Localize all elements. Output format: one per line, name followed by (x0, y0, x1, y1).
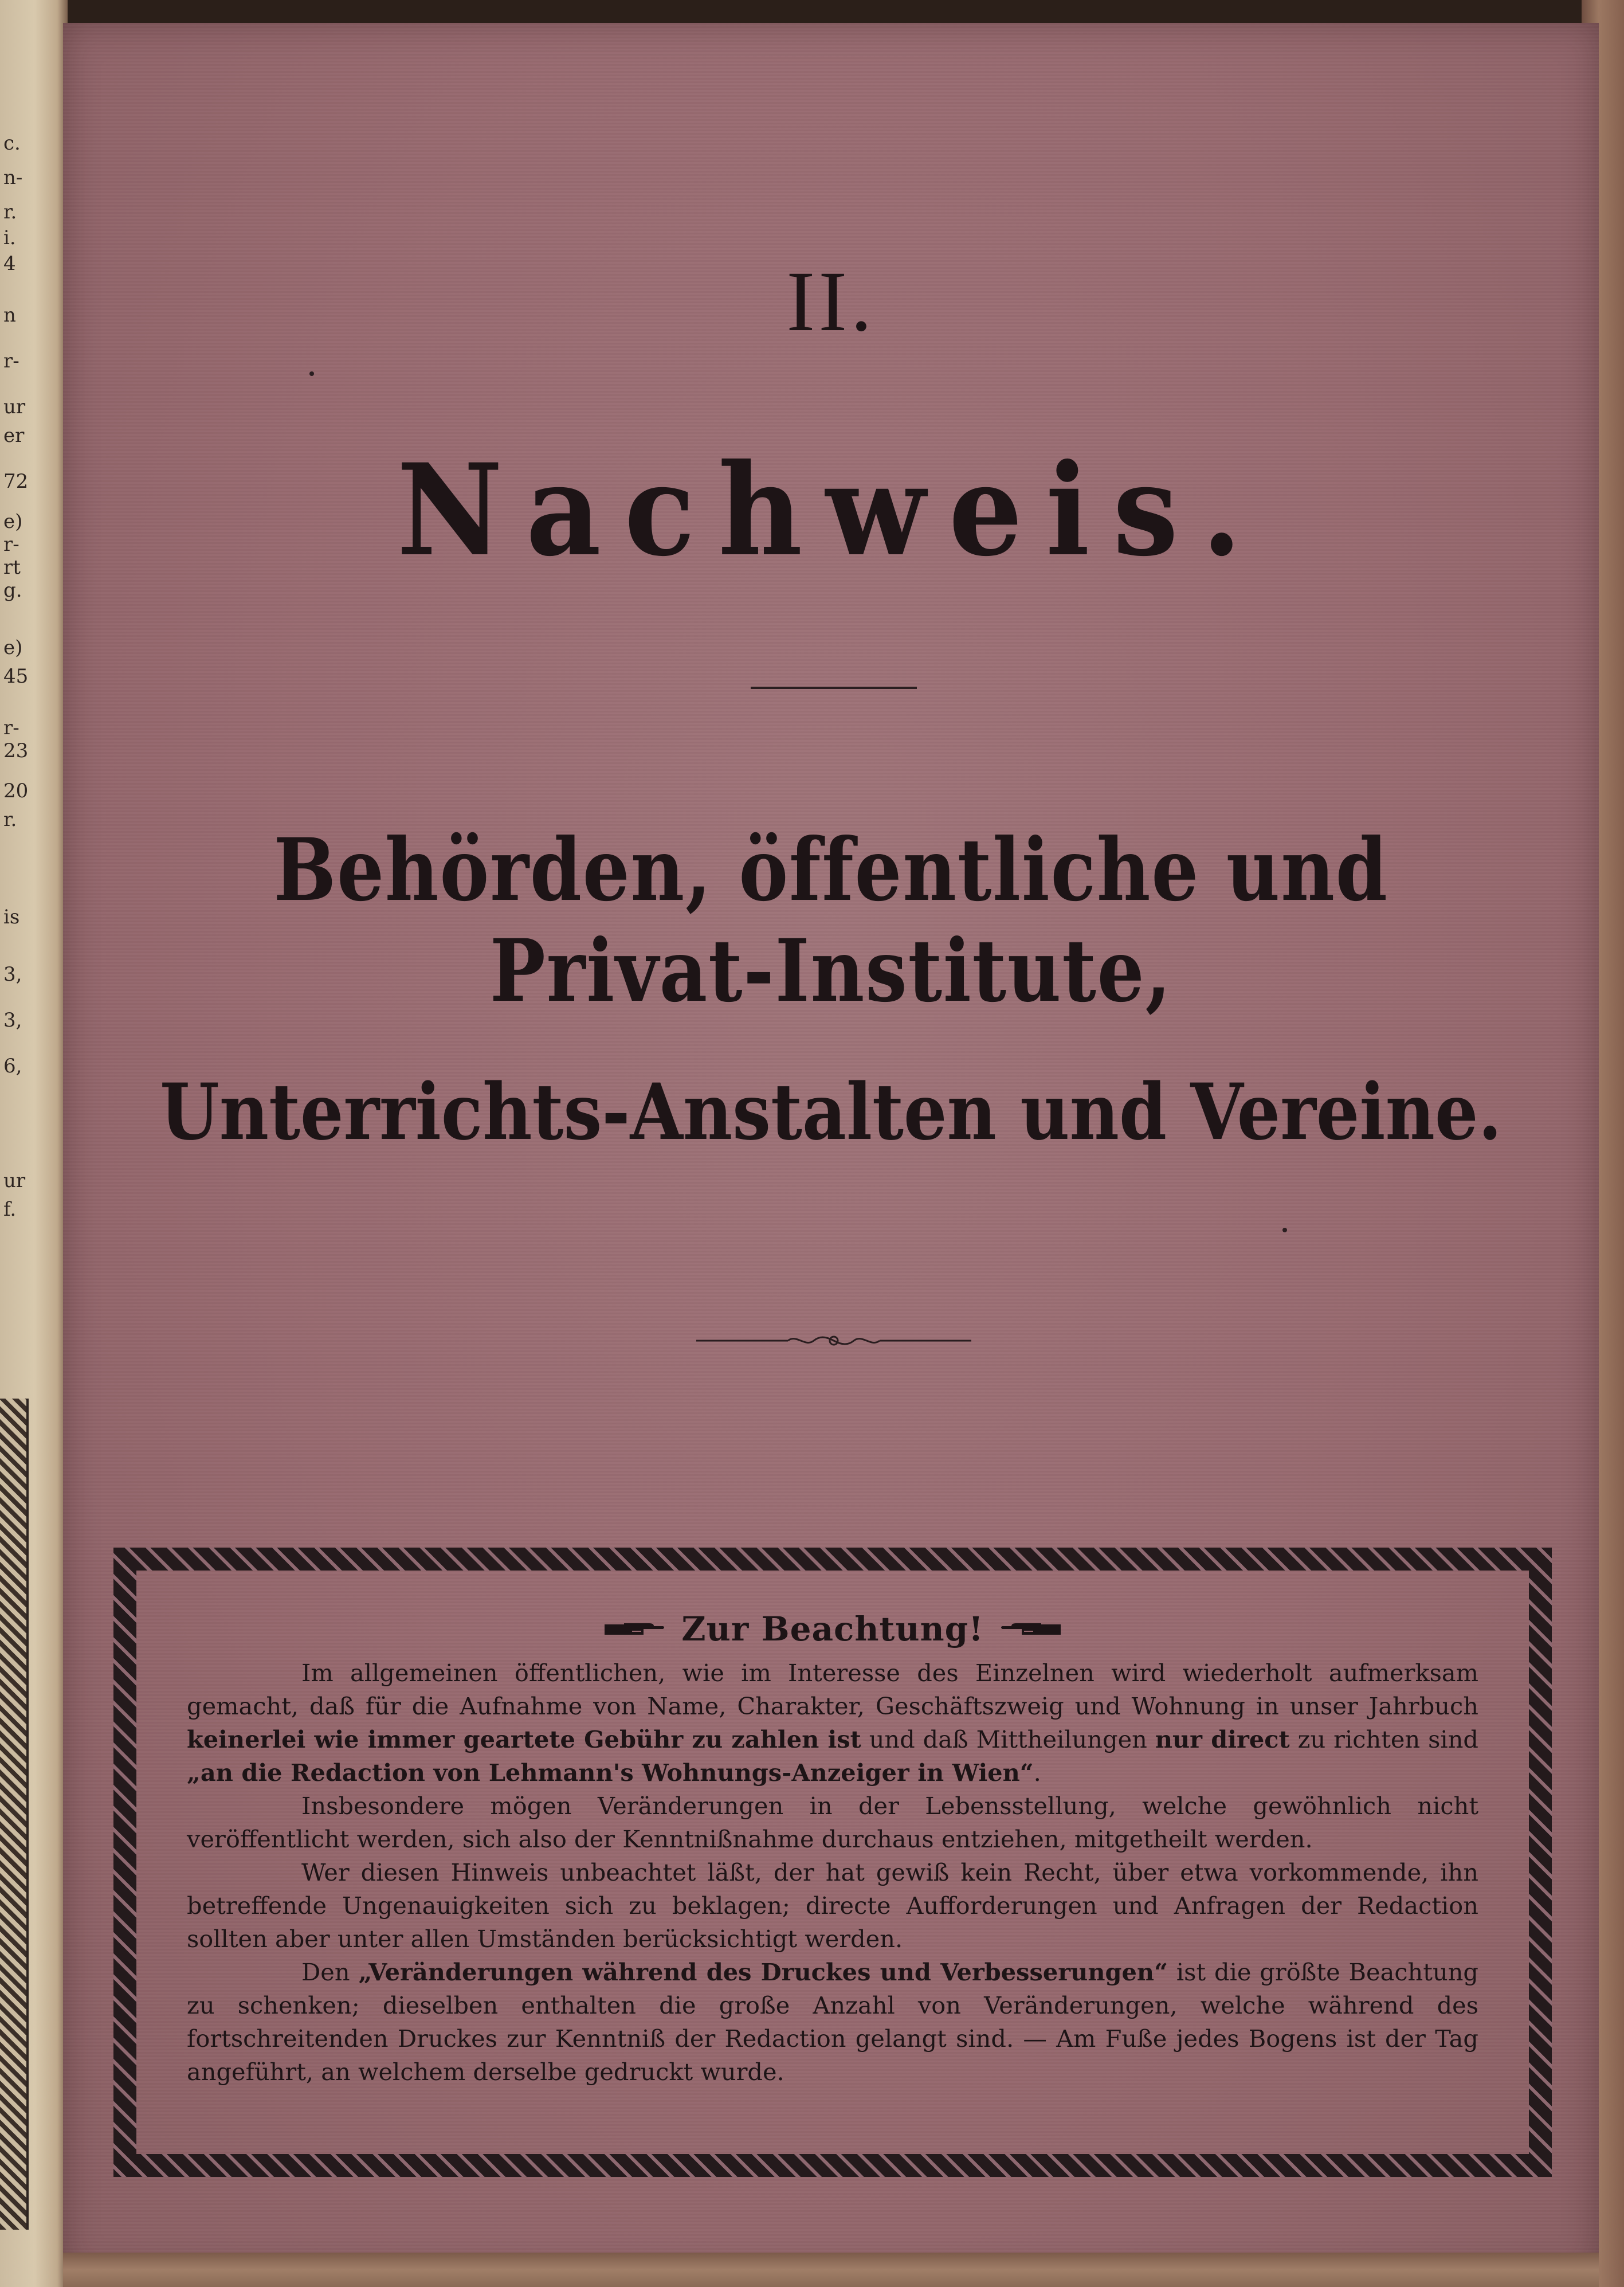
ink-speck (1282, 1228, 1287, 1232)
margin-fragment: 72 (3, 470, 29, 493)
notice-text-run: „Veränderungen während des Druckes und Verbesserungen“ (358, 1958, 1168, 1986)
notice-content (159, 1593, 1506, 2131)
notice-box (113, 1548, 1552, 2177)
notice-title: Zur Beachtung! (681, 1609, 984, 1648)
margin-fragment: e) (3, 636, 23, 659)
margin-fragment: f. (3, 1198, 17, 1221)
title-page (63, 23, 1599, 2276)
margin-fragment: 20 (3, 780, 29, 802)
margin-fragment: 4 (3, 252, 16, 275)
notice-text-run: keinerlei wie immer geartete Gebühr zu zahlen ist (187, 1725, 861, 1753)
notice-paragraph-2: Insbesondere mögen Veränderungen in der Lebensstellung, welche gewöhnlich nicht veröffentlicht werden, sich also der Kenntnißnahme durchaus entziehen, mitgetheilt werden. (187, 1792, 1478, 1853)
notice-paragraph-3: Wer diesen Hinweis unbeachtet läßt, der hat gewiß kein Recht, über etwa vorkommende, ihn betreffende Ungenauigkeiten sich zu beklagen; directe Aufforderungen und Anfragen der Redaction sollten aber unter allen Umständen berücksichtigt werden. (187, 1858, 1478, 1953)
notice-text-run: und daß Mittheilungen (861, 1725, 1155, 1753)
notice-title-row (187, 1609, 1478, 1648)
margin-fragment: er (3, 424, 25, 447)
margin-fragment: n (3, 304, 16, 327)
notice-paragraph-1 (187, 1656, 1478, 1789)
notice-paragraph-4 (187, 1956, 1478, 2089)
ink-speck (309, 371, 314, 376)
margin-fragment: i. (3, 226, 16, 249)
divider-rule (751, 687, 917, 689)
margin-fragment: 3, (3, 1009, 22, 1032)
bottom-page-edge (63, 2253, 1599, 2287)
notice-text-run: Im allgemeinen öffentlichen, wie im Interesse des Einzelnen wird wiederholt aufmerksam gemacht, daß für die Aufnahme von Name, Charakter, Geschäftszweig und Wohnung in unser Jahrbuch (187, 1659, 1478, 1720)
margin-fragment: rt (3, 556, 21, 579)
margin-fragment: g. (3, 579, 22, 602)
margin-fragment: 6, (3, 1055, 22, 1078)
section-heading: Nachweis. (397, 436, 1265, 584)
margin-fragment: 3, (3, 963, 22, 986)
margin-fragment: r- (3, 350, 19, 373)
notice-text-run: nur direct (1155, 1725, 1290, 1753)
margin-fragment: e) (3, 510, 23, 533)
subtitle-line-1: Behörden, öffentliche und Privat-Institute, (273, 820, 1388, 1021)
notice-text-run: „an die Redaction von Lehmann's Wohnungs-Anzeiger in Wien“ (187, 1759, 1034, 1787)
subtitle-line-2: Unterrichts-Anstalten und Vereine. (160, 1066, 1502, 1157)
notice-text-run: . (1033, 1759, 1041, 1787)
margin-fragment: r. (3, 808, 17, 831)
margin-fragment: n- (3, 166, 23, 189)
margin-fragment: ur (3, 1169, 26, 1192)
section-numeral: II. (786, 254, 876, 349)
pointing-hand-left-icon (999, 1618, 1062, 1640)
margin-fragment: is (3, 906, 20, 929)
ornamental-divider (696, 1332, 971, 1349)
notice-text-run: ist die größte Beachtung zu schenken; dieselben enthalten die große Anzahl von Veränderungen, welche während des fortschreitenden Druckes zur Kenntniß der Redaction gelangt sind. — Am Fuße jedes Bogens ist der Tag angeführt, an welchem derselbe gedruckt wurde. (187, 1958, 1478, 2086)
pointing-hand-right-icon (603, 1618, 666, 1640)
margin-fragment: r- (3, 533, 19, 556)
neighbouring-page-border (0, 1399, 29, 2230)
margin-fragment: 23 (3, 739, 29, 762)
notice-text-run: zu richten sind (1289, 1725, 1478, 1753)
neighbouring-page-strip (0, 0, 68, 2287)
margin-fragment: r- (3, 716, 19, 739)
notice-text-run: Den (301, 1958, 359, 1986)
margin-fragment: c. (3, 132, 21, 155)
margin-fragment: r. (3, 201, 17, 224)
margin-fragment: ur (3, 395, 26, 418)
margin-fragment: 45 (3, 665, 29, 688)
